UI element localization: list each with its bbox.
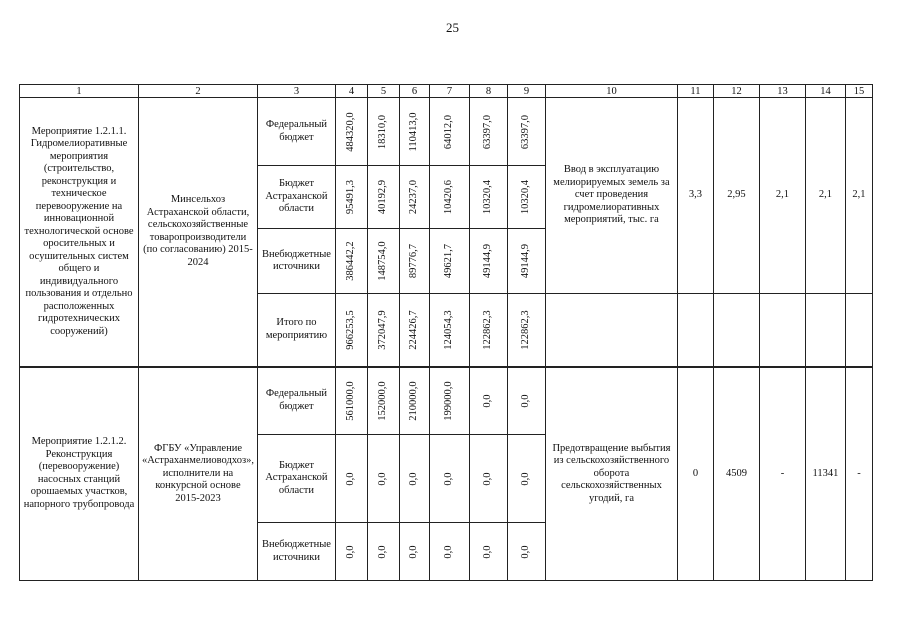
indicator-value: 3,3: [677, 98, 713, 294]
value-cell: 89776,7: [399, 229, 429, 294]
value-cell: 49144,9: [507, 229, 545, 294]
value-cell: 24237,0: [399, 166, 429, 229]
empty-cell: [845, 294, 872, 367]
indicator-value: 2,1: [759, 98, 805, 294]
value-cell: 10320,4: [469, 166, 507, 229]
measure-cell: Мероприятие 1.2.1.2. Реконструкция (перевооружение) насосных станций орошаемых участков, напорного трубопровода: [20, 367, 139, 581]
value-cell: 63397,0: [469, 98, 507, 166]
source-cell: Бюджет Астраханской области: [257, 435, 335, 523]
value-cell: 0,0: [469, 367, 507, 435]
value-cell: 49144,9: [469, 229, 507, 294]
value-cell: 148754,0: [367, 229, 399, 294]
value-cell: 152000,0: [367, 367, 399, 435]
value-cell: 0,0: [507, 523, 545, 581]
header-cell: 8: [469, 85, 507, 98]
empty-cell: [545, 294, 677, 367]
value-cell: 386442,2: [335, 229, 367, 294]
empty-cell: [713, 294, 759, 367]
value-cell: 372047,9: [367, 294, 399, 367]
header-cell: 14: [805, 85, 845, 98]
indicator-value: -: [845, 367, 872, 581]
value-cell: 0,0: [507, 367, 545, 435]
value-cell: 561000,0: [335, 367, 367, 435]
value-cell: 0,0: [399, 435, 429, 523]
value-cell: 210000,0: [399, 367, 429, 435]
value-cell: 0,0: [429, 435, 469, 523]
source-cell: Бюджет Астраханской области: [257, 166, 335, 229]
table-row: [20, 367, 873, 435]
source-cell: Внебюджетные источники: [257, 229, 335, 294]
indicator-value: 2,95: [713, 98, 759, 294]
header-cell: 12: [713, 85, 759, 98]
executor-cell: ФГБУ «Управление «Астраханмелиоводхоз», исполнители на конкурсной основе 2015-2023: [139, 367, 258, 581]
header-cell: 10: [545, 85, 677, 98]
value-cell: 199000,0: [429, 367, 469, 435]
value-cell: 10420,6: [429, 166, 469, 229]
indicator-value: 11341: [805, 367, 845, 581]
value-cell: 63397,0: [507, 98, 545, 166]
value-cell: 18310,0: [367, 98, 399, 166]
value-cell: 122862,3: [507, 294, 545, 367]
value-cell: 110413,0: [399, 98, 429, 166]
header-cell: 13: [759, 85, 805, 98]
value-cell: 95491,3: [335, 166, 367, 229]
value-cell: 0,0: [367, 523, 399, 581]
value-cell: 49621,7: [429, 229, 469, 294]
source-cell: Федеральный бюджет: [257, 98, 335, 166]
header-cell: 15: [845, 85, 872, 98]
header-cell: 3: [257, 85, 335, 98]
indicator-value: -: [759, 367, 805, 581]
indicator-value: 2,1: [845, 98, 872, 294]
value-cell: 10320,4: [507, 166, 545, 229]
value-cell: 0,0: [469, 523, 507, 581]
header-cell: 6: [399, 85, 429, 98]
page-number: 25: [446, 20, 459, 35]
value-cell: 224426,7: [399, 294, 429, 367]
value-cell: 0,0: [429, 523, 469, 581]
source-cell: Федеральный бюджет: [257, 367, 335, 435]
table-row: [20, 98, 873, 166]
value-cell: 0,0: [507, 435, 545, 523]
value-cell: 484320,0: [335, 98, 367, 166]
indicator-value: 2,1: [805, 98, 845, 294]
value-cell: 0,0: [367, 435, 399, 523]
value-cell: 0,0: [335, 435, 367, 523]
value-cell: 40192,9: [367, 166, 399, 229]
value-cell: 124054,3: [429, 294, 469, 367]
empty-cell: [805, 294, 845, 367]
header-row: [20, 85, 873, 98]
empty-cell: [759, 294, 805, 367]
value-cell: 0,0: [399, 523, 429, 581]
source-cell: Итого по мероприятию: [257, 294, 335, 367]
header-cell: 11: [677, 85, 713, 98]
value-cell: 0,0: [469, 435, 507, 523]
indicator-cell: Ввод в эксплуатацию мелиорируемых земель за счет проведения гидромелиоративных мероприятий, тыс. га: [545, 98, 677, 294]
header-cell: 9: [507, 85, 545, 98]
indicator-value: 0: [677, 367, 713, 581]
indicator-cell: Предотвращение выбытия из сельскохозяйственного оборота сельскохозяйственных угодий, га: [545, 367, 677, 581]
value-cell: 122862,3: [469, 294, 507, 367]
indicator-value: 4509: [713, 367, 759, 581]
header-cell: 4: [335, 85, 367, 98]
program-table: [19, 84, 873, 581]
header-cell: 7: [429, 85, 469, 98]
empty-cell: [677, 294, 713, 367]
header-cell: 1: [20, 85, 139, 98]
measure-cell: Мероприятие 1.2.1.1. Гидромелиоративные мероприятия (строительство, реконструкция и техническое перевооружение на инновационной технологической основе оросительных и осушительных систем общего и индивидуального пользования и отдельно расположенных гидротехнических сооружений): [20, 98, 139, 367]
header-cell: 2: [139, 85, 258, 98]
executor-cell: Минсельхоз Астраханской области, сельскохозяйственные товаропроизводители (по согласованию) 2015-2024: [139, 98, 258, 367]
header-cell: 5: [367, 85, 399, 98]
value-cell: 0,0: [335, 523, 367, 581]
value-cell: 64012,0: [429, 98, 469, 166]
source-cell: Внебюджетные источники: [257, 523, 335, 581]
value-cell: 966253,5: [335, 294, 367, 367]
